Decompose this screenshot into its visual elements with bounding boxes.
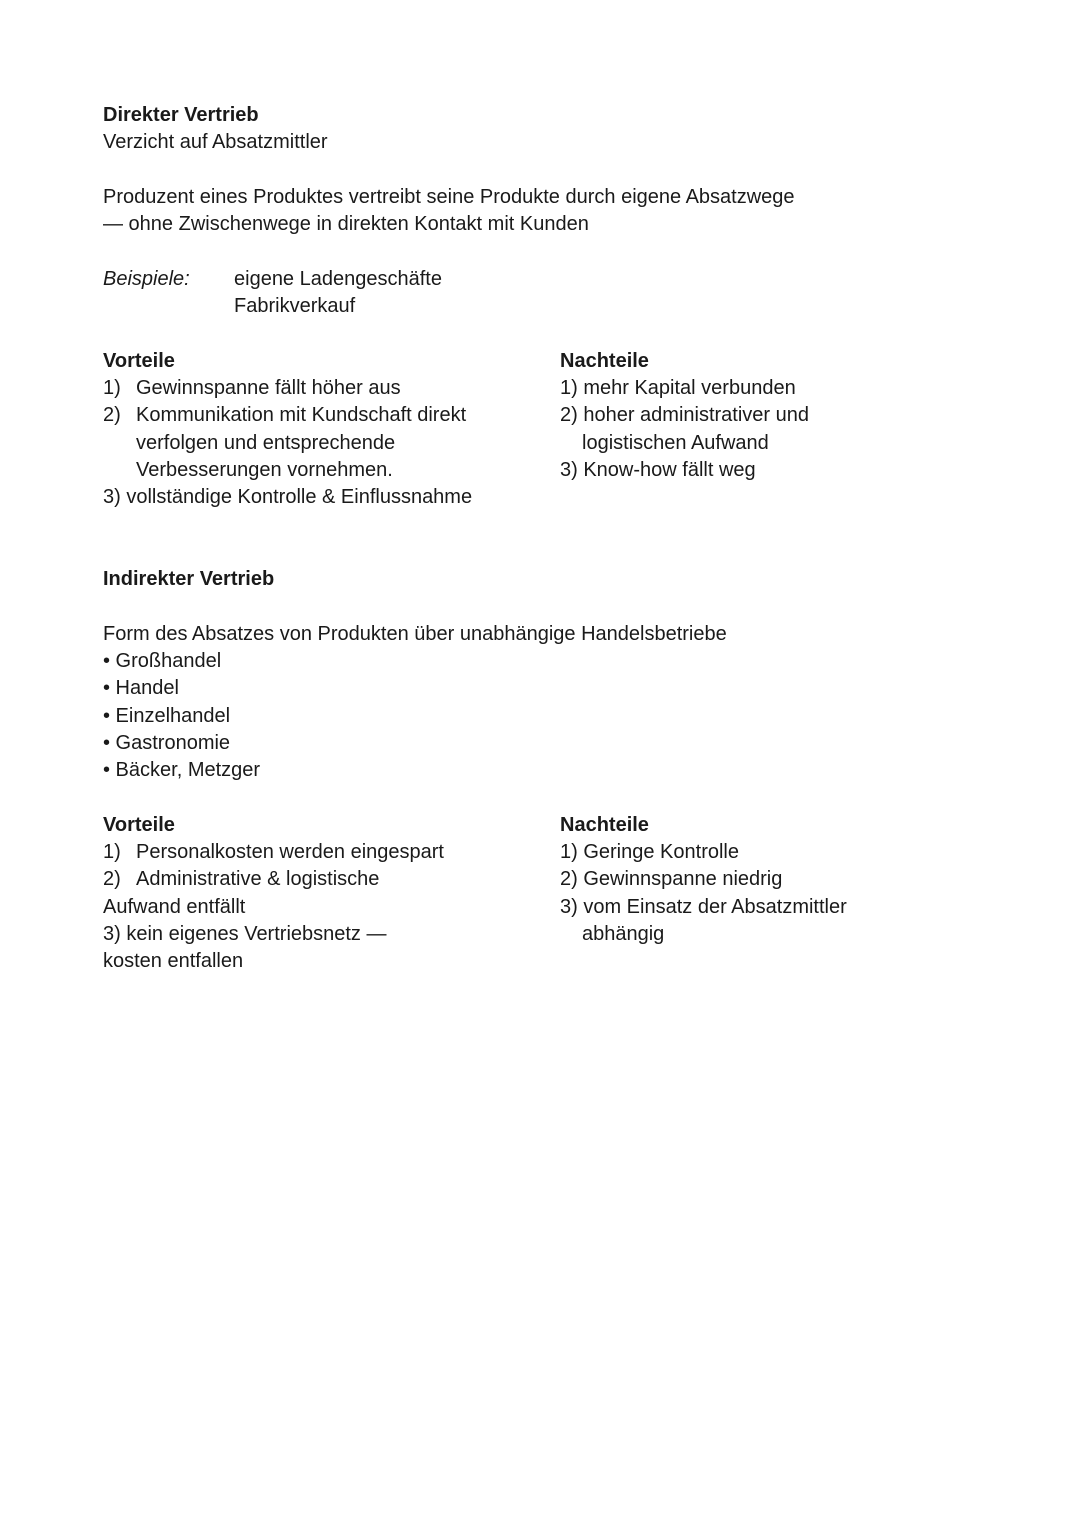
disadvantage-item-continuation: logistischen Aufwand [582, 431, 769, 454]
bullet-item: • Gastronomie [103, 731, 231, 754]
disadvantage-item: 3) Know-how fällt weg [560, 458, 756, 481]
advantage-item: 3) vollständige Kontrolle & Einflussnahme [103, 486, 473, 509]
advantage-item-continuation: Aufwand entfällt [103, 895, 246, 918]
bullet-item: • Einzelhandel [103, 704, 231, 727]
indirect-sales-section [103, 566, 983, 975]
disadvantages-heading: Nachteile [560, 813, 649, 836]
examples-label: Beispiele: [103, 267, 190, 290]
direct-disadvantages [560, 348, 983, 512]
example-item: Fabrikverkauf [234, 295, 356, 318]
advantage-item: 2) Kommunikation mit Kundschaft direkt [103, 404, 467, 427]
disadvantage-item-continuation: abhängig [582, 922, 665, 945]
disadvantage-item: 1) mehr Kapital verbunden [560, 376, 796, 399]
bullet-item: • Bäcker, Metzger [103, 759, 261, 782]
direct-description-line-1: Produzent eines Produktes vertreibt seine Produkte durch eigene Absatzwege [103, 185, 795, 208]
indirect-advantages [103, 812, 560, 976]
direct-subtitle: Verzicht auf Absatzmittler [103, 131, 328, 154]
advantage-item: 1) Gewinnspanne fällt höher aus [103, 376, 401, 399]
advantage-item-continuation: Verbesserungen vornehmen. [136, 458, 393, 481]
direct-sales-section [103, 102, 983, 511]
indirect-title: Indirekter Vertrieb [103, 568, 275, 591]
disadvantage-item: 3) vom Einsatz der Absatzmittler [560, 895, 847, 918]
indirect-disadvantages [560, 812, 983, 976]
disadvantage-item: 1) Geringe Kontrolle [560, 841, 739, 864]
advantage-item: 2) Administrative & logistische [103, 868, 380, 891]
advantages-heading: Vorteile [103, 349, 175, 372]
advantage-item-continuation: verfolgen und entsprechende [136, 431, 396, 454]
indirect-description: Form des Absatzes von Produkten über unabhängige Handelsbetriebe [103, 622, 727, 645]
advantages-heading: Vorteile [103, 813, 175, 836]
example-item: eigene Ladengeschäfte [234, 267, 442, 290]
document-page [103, 102, 983, 976]
disadvantage-item: 2) Gewinnspanne niedrig [560, 868, 783, 891]
bullet-item: • Handel [103, 677, 179, 700]
indirect-pros-cons [103, 812, 983, 976]
direct-description-line-2: — ohne Zwischenwege in direkten Kontakt mit Kunden [103, 213, 589, 236]
direct-title: Direkter Vertrieb [103, 104, 259, 126]
advantage-item: 3) kein eigenes Vertriebsnetz — [103, 922, 387, 945]
disadvantages-heading: Nachteile [560, 349, 649, 372]
direct-pros-cons [103, 348, 983, 512]
advantage-item: 1) Personalkosten werden eingespart [103, 841, 444, 864]
direct-examples [103, 266, 983, 321]
advantage-item-continuation: kosten entfallen [103, 950, 244, 973]
direct-advantages [103, 348, 560, 512]
bullet-item: • Großhandel [103, 649, 222, 672]
disadvantage-item: 2) hoher administrativer und [560, 404, 810, 427]
